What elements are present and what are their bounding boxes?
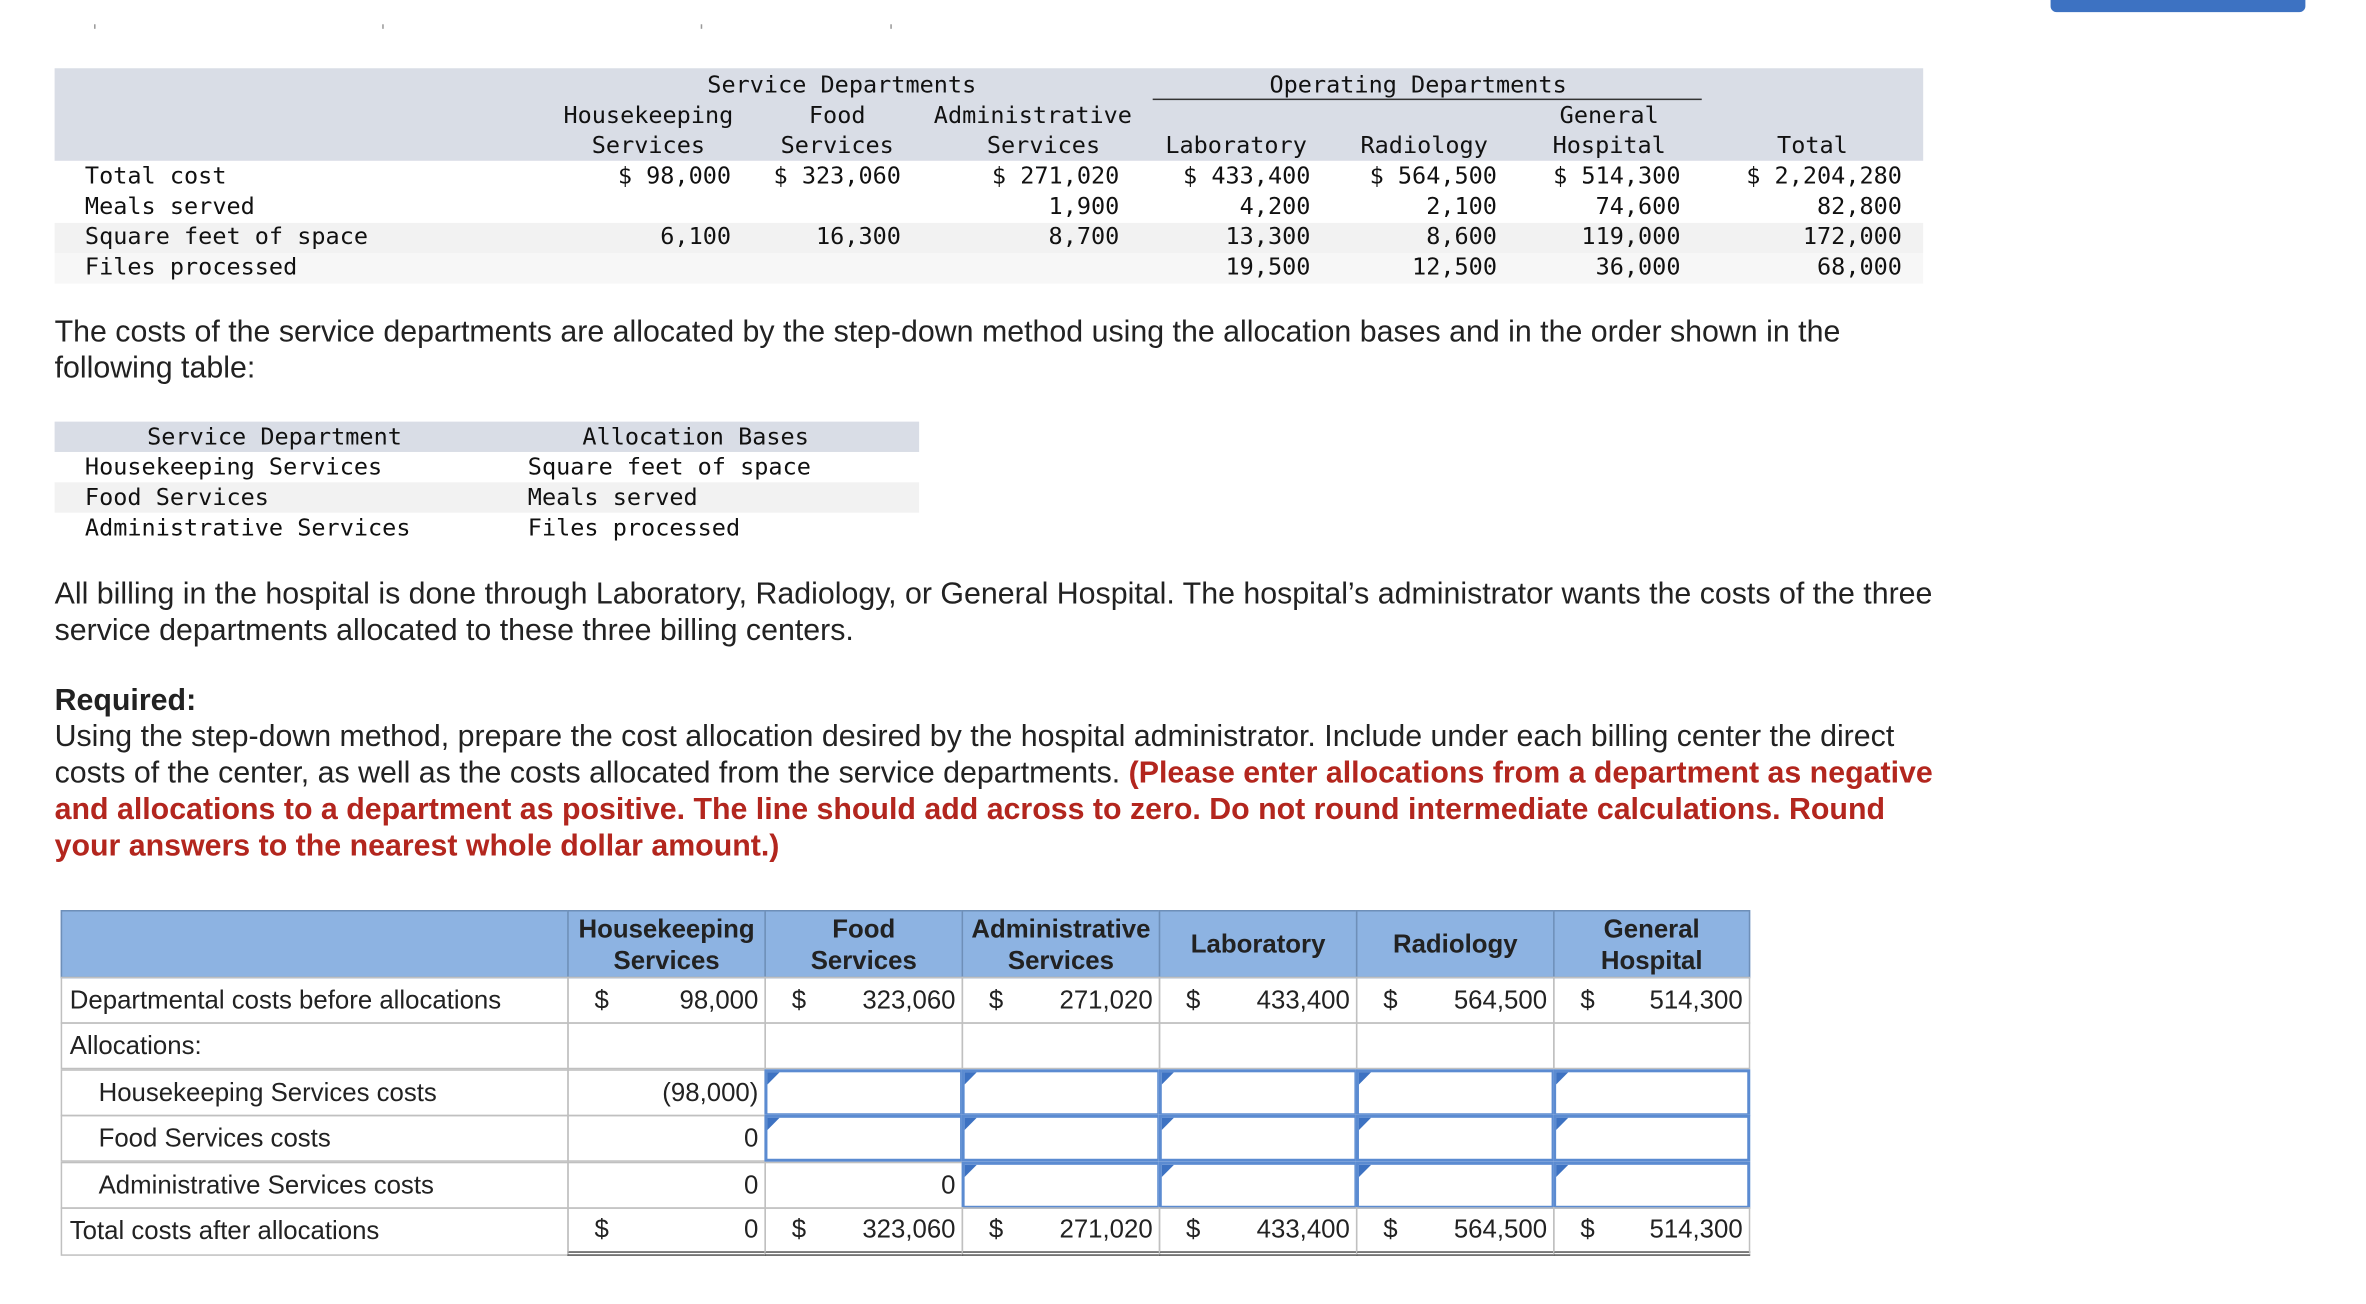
housekeeping-to-laboratory-input[interactable] [1159,1069,1358,1116]
value-cell: 0 [764,1162,963,1209]
total-cell: $ 433,400 [1159,1207,1358,1256]
empty-cell [1159,1022,1358,1069]
crop-mark [382,24,384,29]
table-cell: 2,100 [1426,192,1497,220]
value-cell: $ 98,000 [567,977,766,1024]
value-cell: $ 323,060 [764,977,963,1024]
table-cell: 8,700 [1048,222,1120,251]
value-cell: 0 [567,1115,766,1162]
value-cell: $ 433,400 [1159,977,1358,1024]
value-cell: $ 564,500 [1356,977,1555,1024]
row-label: Square feet of space [84,222,369,251]
table-cell: 8,600 [1426,222,1497,251]
col-header-food: Food Services [764,910,963,978]
table-cell: $ 433,400 [1183,162,1311,190]
billing-paragraph: All billing in the hospital is done through Laboratory, Radiology, or General Hospital. The hospital’s administrator wants the costs of the three service departments allocated to these three billing centers. [54,577,1933,648]
required-text: Using the step-down method, prepare the cost allocation desired by the hospital administrator. Include under each billing center the direct costs of the center, as well as the costs allocated from the service departments. [54,720,1895,791]
col-header: Housekeeping [563,101,734,129]
row-label-admin-costs: Administrative Services costs [61,1162,569,1209]
col-header: Allocation Bases [582,423,809,451]
table-cell: Housekeeping Services [84,453,383,481]
housekeeping-to-general-hospital-input[interactable] [1553,1069,1750,1116]
header-blank [61,910,569,978]
table-cell: 16,300 [815,222,901,251]
table-cell: 6,100 [660,222,732,251]
value-cell: $ 271,020 [962,977,1161,1024]
table-cell: 36,000 [1595,253,1681,281]
required-title: Required: [54,684,197,718]
table-cell: 1,900 [1048,192,1120,220]
required-instructions: (Please enter allocations from a department as negative and allocations to a department as positive. The line should add across to zero. Do not round intermediate calculations. Round your answers to the nearest whole dollar amount.) [54,756,1933,864]
table-cell: Square feet of space [527,453,811,481]
table-cell: 172,000 [1802,222,1902,251]
food-to-admin-input[interactable] [962,1115,1161,1162]
food-to-general-hospital-input[interactable] [1553,1115,1750,1162]
operating-departments-header: Operating Departments [1269,71,1567,99]
table-cell: $ 2,204,280 [1746,162,1902,190]
required-section [55,683,1951,865]
housekeeping-to-food-input[interactable] [764,1069,963,1116]
value-cell: (98,000) [567,1069,766,1116]
row-label: Files processed [84,253,298,281]
food-to-radiology-input[interactable] [1356,1115,1555,1162]
table-cell: 68,000 [1817,253,1902,281]
table-cell: 74,600 [1595,192,1681,220]
housekeeping-to-radiology-input[interactable] [1356,1069,1555,1116]
table-cell: 82,800 [1817,192,1902,220]
table-cell: 12,500 [1412,253,1497,281]
col-header-radiology: Radiology [1356,910,1555,978]
col-header: Laboratory [1165,131,1307,160]
total-cell: $ 271,020 [962,1207,1161,1256]
intro-paragraph: The costs of the service departments are allocated by the step-down method using the allocation bases and in the order shown in the following table: [54,315,1841,386]
col-header: Radiology [1360,131,1488,160]
table-cell: $ 98,000 [617,162,732,190]
crop-mark [890,24,892,29]
col-header: Food [808,101,866,129]
col-header: Administrative [933,101,1132,129]
col-header-administrative: Administrative Services [962,910,1161,978]
table-cell: 119,000 [1581,222,1681,251]
table-cell: 4,200 [1239,192,1311,220]
table-cell: $ 271,020 [991,162,1120,190]
row-label-allocations: Allocations: [61,1022,569,1069]
admin-to-laboratory-input[interactable] [1159,1162,1358,1209]
row-label: Total cost [84,162,227,190]
value-cell: 0 [567,1162,766,1209]
row-label-housekeeping-costs: Housekeeping Services costs [61,1069,569,1116]
food-self-input[interactable] [764,1115,963,1162]
col-header-laboratory: Laboratory [1159,910,1358,978]
housekeeping-to-admin-input[interactable] [962,1069,1161,1116]
empty-cell [962,1022,1161,1069]
header-divider [1153,99,1702,101]
row-label: Meals served [84,192,255,220]
food-to-laboratory-input[interactable] [1159,1115,1358,1162]
row-label-total-after: Total costs after allocations [61,1207,569,1256]
col-header-general-hospital: General Hospital [1553,910,1750,978]
empty-cell [764,1022,963,1069]
col-header: Total [1777,131,1848,160]
table-cell: Food Services [84,483,269,512]
col-header-housekeeping: Housekeeping Services [567,910,766,978]
total-cell: $ 564,500 [1356,1207,1555,1256]
table-cell: $ 564,500 [1369,162,1497,190]
table-cell: $ 514,300 [1553,162,1681,190]
admin-to-general-hospital-input[interactable] [1553,1162,1750,1209]
admin-to-radiology-input[interactable] [1356,1162,1555,1209]
col-header: General [1559,101,1659,129]
col-header: Hospital [1552,131,1666,160]
crop-mark [94,24,96,29]
top-action-button[interactable] [2051,0,2306,12]
table-cell: Meals served [527,483,698,512]
col-header: Services [986,131,1101,160]
table-cell: $ 323,060 [773,162,901,190]
col-header: Services [591,131,706,160]
total-cell: $ 514,300 [1553,1207,1750,1256]
total-cell: $ 0 [567,1207,766,1256]
empty-cell [567,1022,766,1069]
value-cell: $ 514,300 [1553,977,1750,1024]
row-label-before: Departmental costs before allocations [61,977,569,1024]
row-label-food-costs: Food Services costs [61,1115,569,1162]
total-cell: $ 323,060 [764,1207,963,1256]
col-header: Services [780,131,894,160]
empty-cell [1356,1022,1555,1069]
table-cell: Files processed [527,514,741,542]
table-cell: 19,500 [1225,253,1311,281]
col-header: Service Department [147,423,402,451]
table-cell: 13,300 [1225,222,1311,251]
empty-cell [1553,1022,1750,1069]
crop-mark [701,24,703,29]
service-departments-header: Service Departments [707,71,977,99]
admin-self-input[interactable] [962,1162,1161,1209]
table-cell: Administrative Services [84,514,411,542]
